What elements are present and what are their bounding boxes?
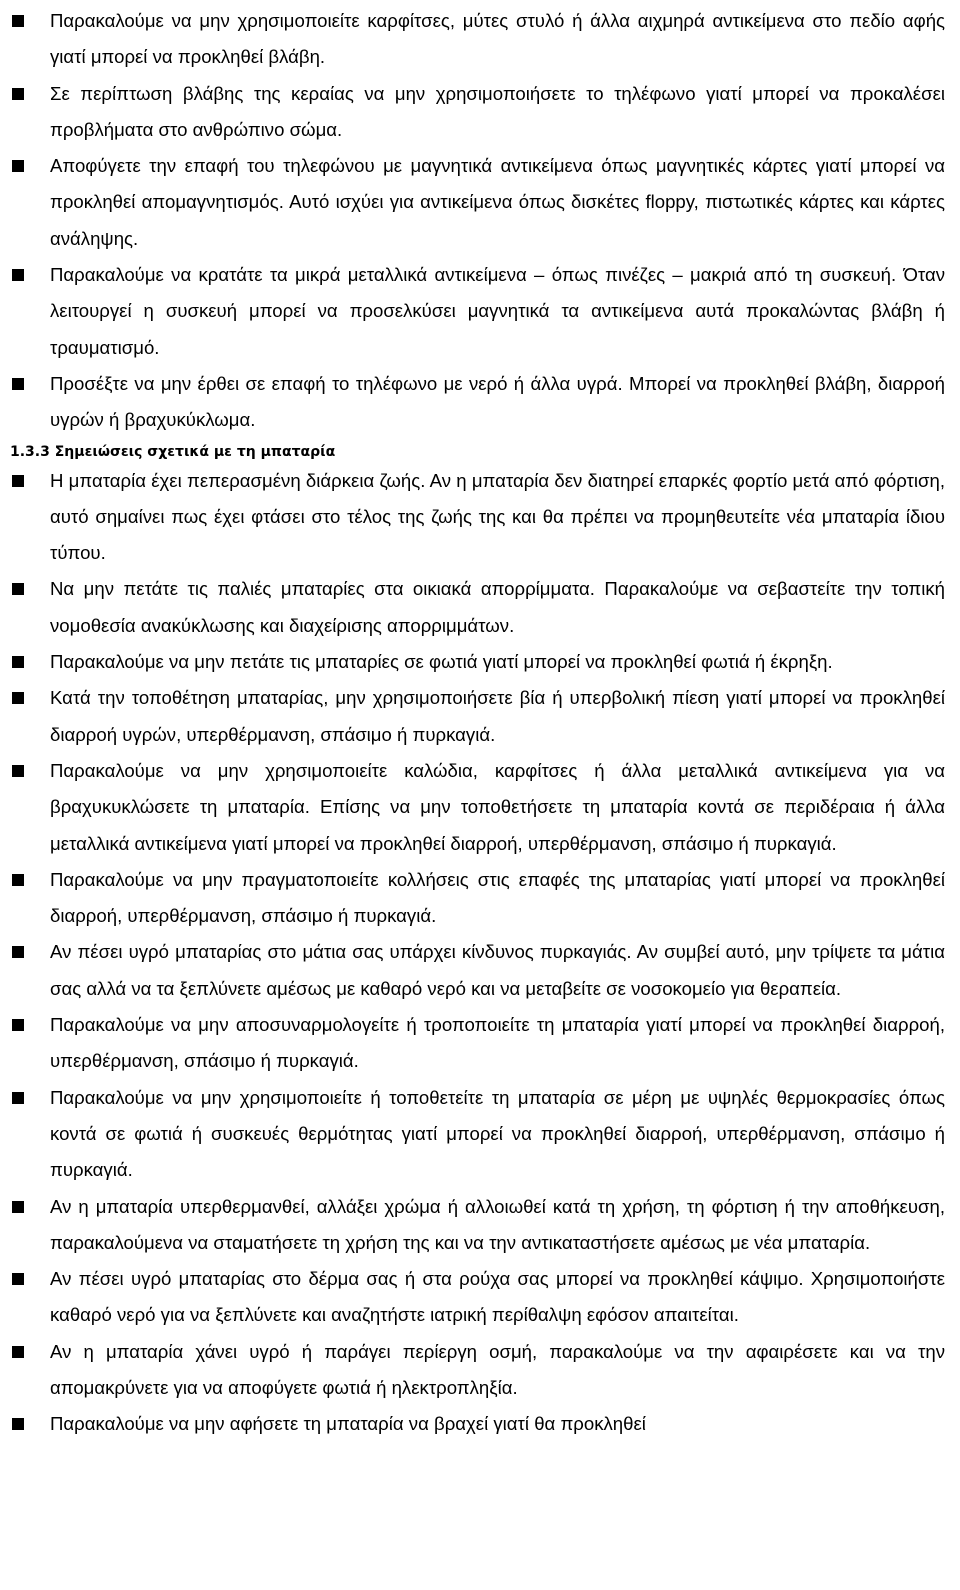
list-item-text: Παρακαλούμε να μην χρησιμοποιείτε καλώδια, καρφίτσες ή άλλα μεταλλικά αντικείμενα για να βραχυκυκλώσετε τη μπαταρία. Επίσης να μην τοποθετήσετε τη μπαταρία κοντά σε περιδέραια ή άλλα μεταλλικά αντικείμενα γιατί μπορεί να προκληθεί διαρροή, υπερθέρμανση, σπάσιμο ή πυρκαγιά. [50, 759, 945, 854]
square-bullet-icon [12, 1346, 24, 1358]
list-item [12, 1334, 945, 1407]
list-item [12, 148, 945, 257]
list-item [12, 463, 945, 572]
list-item-text: Προσέξτε να μην έρθει σε επαφή το τηλέφωνο με νερό ή άλλα υγρά. Μπορεί να προκληθεί βλάβη, διαρροή υγρών ή βραχυκύκλωμα. [50, 372, 945, 431]
list-item [12, 1189, 945, 1262]
list-item-text: Παρακαλούμε να μην αφήσετε τη μπαταρία να βραχεί γιατί θα προκληθεί [50, 1413, 646, 1435]
list-item [12, 1406, 945, 1442]
list-item-text: Παρακαλούμε να κρατάτε τα μικρά μεταλλικά αντικείμενα – όπως πινέζες – μακριά από τη συσκευή. Όταν λειτουργεί η συσκευή μπορεί να προσελκύσει μαγνητικά τα αντικείμενα αυτά προκαλώντας βλάβη ή τραυματισμό. [50, 264, 945, 358]
square-bullet-icon [12, 1273, 24, 1285]
list-item-text: Παρακαλούμε να μην πετάτε τις μπαταρίες σε φωτιά γιατί μπορεί να προκληθεί φωτιά ή έκρηξη. [50, 651, 833, 673]
list-item-text: Παρακαλούμε να μην αποσυναρμολογείτε ή τροποποιείτε τη μπαταρία γιατί μπορεί να προκληθεί διαρροή, υπερθέρμανση, σπάσιμο ή πυρκαγιά. [50, 1014, 945, 1072]
square-bullet-icon [12, 583, 24, 595]
square-bullet-icon [12, 1418, 24, 1430]
list-item [12, 571, 945, 644]
square-bullet-icon [12, 15, 24, 27]
list-item [12, 934, 945, 1007]
square-bullet-icon [12, 874, 24, 886]
list-item-text: Αν πέσει υγρό μπαταρίας στο μάτια σας υπάρχει κίνδυνος πυρκαγιάς. Αν συμβεί αυτό, μην τρίψετε τα μάτια σας αλλά να τα ξεπλύνετε αμέσως με καθαρό νερό και να μεταβείτε σε νοσοκομείο για θεραπεία. [50, 941, 945, 999]
list-item-text: Παρακαλούμε να μην χρησιμοποιείτε καρφίτσες, μύτες στυλό ή άλλα αιχμηρά αντικείμενα στο πεδίο αφής γιατί μπορεί να προκληθεί βλάβη. [50, 10, 945, 68]
list-item-text: Παρακαλούμε να μην πραγματοποιείτε κολλήσεις στις επαφές της μπαταρίας γιατί μπορεί να προκληθεί διαρροή, υπερθέρμανση, σπάσιμο ή πυρκαγιά. [50, 868, 945, 927]
list-item [12, 366, 945, 439]
square-bullet-icon [12, 1092, 24, 1104]
list-item-text: Η μπαταρία έχει πεπερασμένη διάρκεια ζωής. Αν η μπαταρία δεν διατηρεί επαρκές φορτίο μετά από φόρτιση, αυτό σημαίνει πως έχει φτάσει στο τέλος της ζωής της και θα πρέπει να προμηθευτείτε νέα μπαταρία ίδιου τύπου. [50, 469, 945, 564]
square-bullet-icon [12, 765, 24, 777]
section-heading: 1.3.3 Σημειώσεις σχετικά με τη μπαταρία [10, 443, 336, 460]
square-bullet-icon [12, 88, 24, 100]
safety-list [12, 0, 945, 439]
square-bullet-icon [12, 656, 24, 668]
list-item-text: Αν πέσει υγρό μπαταρίας στο δέρμα σας ή στα ρούχα σας μπορεί να προκληθεί κάψιμο. Χρησιμοποιήστε καθαρό νερό για να ξεπλύνετε και αναζητήστε ιατρική περίθαλψη εφόσον απαιτείται. [50, 1268, 945, 1326]
list-item [12, 753, 945, 862]
square-bullet-icon [12, 378, 24, 390]
battery-notes-list [12, 463, 945, 1443]
list-item [12, 644, 945, 680]
list-item-text: Παρακαλούμε να μην χρησιμοποιείτε ή τοποθετείτε τη μπαταρία σε μέρη με υψηλές θερμοκρασίες όπως κοντά σε φωτιά ή συσκευές θερμότητας γιατί μπορεί να προκληθεί διαρροή, υπερθέρμανση, σπάσιμο ή πυρκαγιά. [50, 1086, 945, 1181]
list-item [12, 3, 945, 76]
list-item-text: Αν η μπαταρία χάνει υγρό ή παράγει περίεργη οσμή, παρακαλούμε να την αφαιρέσετε και να την απομακρύνετε για να αποφύγετε φωτιά ή ηλεκτροπληξία. [50, 1340, 945, 1398]
list-item-text: Κατά την τοποθέτηση μπαταρίας, μην χρησιμοποιήσετε βία ή υπερβολική πίεση γιατί μπορεί να προκληθεί διαρροή υγρών, υπερθέρμανση, σπάσιμο ή πυρκαγιά. [50, 687, 945, 745]
list-item [12, 1080, 945, 1189]
square-bullet-icon [12, 1019, 24, 1031]
list-item [12, 680, 945, 753]
list-item-text: Αποφύγετε την επαφή του τηλεφώνου με μαγνητικά αντικείμενα όπως μαγνητικές κάρτες γιατί μπορεί να προκληθεί απομαγνητισμός. Αυτό ισχύει για αντικείμενα όπως δισκέτες floppy, πιστωτικές κάρτες και κάρτες ανάληψης. [50, 155, 945, 249]
list-item-text: Να μην πετάτε τις παλιές μπαταρίες στα οικιακά απορρίμματα. Παρακαλούμε να σεβαστείτε την τοπική νομοθεσία ανακύκλωσης και διαχείρισης απορριμμάτων. [50, 578, 945, 636]
list-item [12, 76, 945, 149]
square-bullet-icon [12, 160, 24, 172]
square-bullet-icon [12, 692, 24, 704]
list-item [12, 1261, 945, 1334]
list-item [12, 862, 945, 935]
list-item-text: Αν η μπαταρία υπερθερμανθεί, αλλάξει χρώμα ή αλλοιωθεί κατά τη χρήση, τη φόρτιση ή την αποθήκευση, παρακαλούμενα να σταματήσετε τη χρήση της και να την αντικαταστήσετε αμέσως με νέα μπαταρία. [50, 1195, 945, 1253]
list-item-text: Σε περίπτωση βλάβης της κεραίας να μην χρησιμοποιήσετε το τηλέφωνο γιατί μπορεί να προκαλέσει προβλήματα στο ανθρώπινο σώμα. [50, 82, 945, 140]
square-bullet-icon [12, 946, 24, 958]
list-item [12, 257, 945, 366]
square-bullet-icon [12, 475, 24, 487]
square-bullet-icon [12, 269, 24, 281]
list-item [12, 1007, 945, 1080]
square-bullet-icon [12, 1201, 24, 1213]
